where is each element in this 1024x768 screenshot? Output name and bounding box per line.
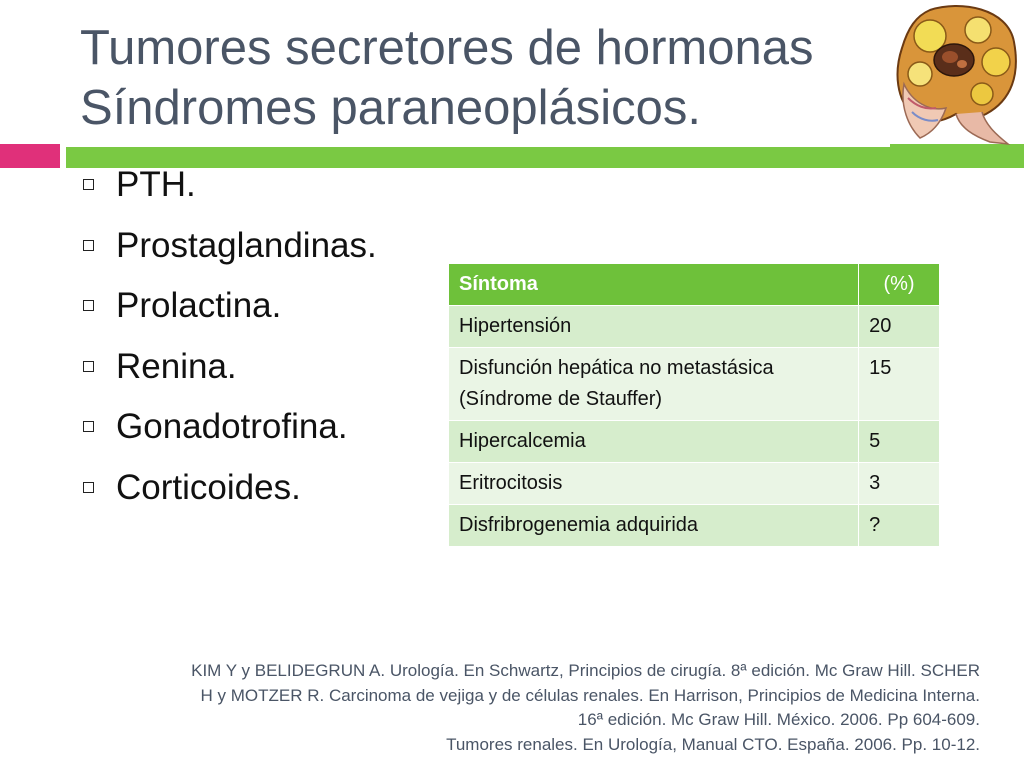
table-row bbox=[449, 463, 940, 505]
list-item bbox=[80, 163, 440, 224]
slide-title bbox=[80, 18, 900, 138]
square-bullet-icon bbox=[83, 179, 94, 190]
reference-line-4: Tumores renales. En Urología, Manual CTO. España. 2006. Pp. 10-12. bbox=[446, 734, 980, 754]
bullet-label: Gonadotrofina. bbox=[116, 407, 348, 446]
square-bullet-icon bbox=[83, 482, 94, 493]
cell-symptom: Hipercalcemia bbox=[449, 421, 859, 463]
list-item bbox=[80, 224, 440, 285]
title-line-2: Síndromes paraneoplásicos. bbox=[80, 81, 702, 135]
symptom-table bbox=[448, 263, 940, 547]
pink-accent-bar bbox=[0, 144, 60, 168]
cell-percent: 15 bbox=[859, 348, 940, 421]
reference-line-2: H y MOTZER R. Carcinoma de vejiga y de células renales. En Harrison, Principios de Medicina Interna. bbox=[200, 685, 980, 705]
reference-line-1: KIM Y y BELIDEGRUN A. Urología. En Schwartz, Principios de cirugía. 8ª edición. Mc Graw Hill. SCHER bbox=[191, 661, 980, 680]
cell-percent: 3 bbox=[859, 463, 940, 505]
reference-line-3: 16ª edición. Mc Graw Hill. México. 2006. Pp 604-609. bbox=[577, 710, 980, 729]
list-item bbox=[80, 345, 440, 406]
references bbox=[30, 659, 980, 757]
cell-percent: 20 bbox=[859, 306, 940, 348]
bullet-label: Renina. bbox=[116, 346, 237, 386]
bullet-label: Prostaglandinas. bbox=[116, 225, 377, 265]
cell-percent: ? bbox=[859, 505, 940, 547]
bullet-label: PTH. bbox=[116, 165, 196, 204]
cell-percent: 5 bbox=[859, 421, 940, 463]
table-row bbox=[449, 306, 940, 348]
cell-symptom: Eritrocitosis bbox=[449, 463, 859, 505]
kidney-tumor-icon bbox=[890, 2, 1020, 148]
table-row bbox=[449, 421, 940, 463]
list-item bbox=[80, 284, 440, 345]
bullet-label: Prolactina. bbox=[116, 286, 282, 325]
table-header-row bbox=[449, 264, 940, 306]
cell-symptom: Hipertensión bbox=[449, 306, 859, 348]
cell-symptom: Disfunción hepática no metastásica (Síndrome de Stauffer) bbox=[449, 348, 859, 421]
bullet-list bbox=[80, 163, 440, 526]
table-row bbox=[449, 348, 940, 421]
table-row bbox=[449, 505, 940, 547]
square-bullet-icon bbox=[83, 421, 94, 432]
header-symptom: Síntoma bbox=[449, 264, 859, 306]
title-underline bbox=[66, 144, 890, 147]
list-item bbox=[80, 466, 440, 527]
square-bullet-icon bbox=[83, 361, 94, 372]
title-line-1: Tumores secretores de hormonas bbox=[80, 21, 814, 75]
header-percent: (%) bbox=[859, 264, 940, 306]
list-item bbox=[80, 405, 440, 466]
cell-symptom: Disfribrogenemia adquirida bbox=[449, 505, 859, 547]
square-bullet-icon bbox=[83, 300, 94, 311]
square-bullet-icon bbox=[83, 240, 94, 251]
bullet-label: Corticoides. bbox=[116, 467, 301, 507]
